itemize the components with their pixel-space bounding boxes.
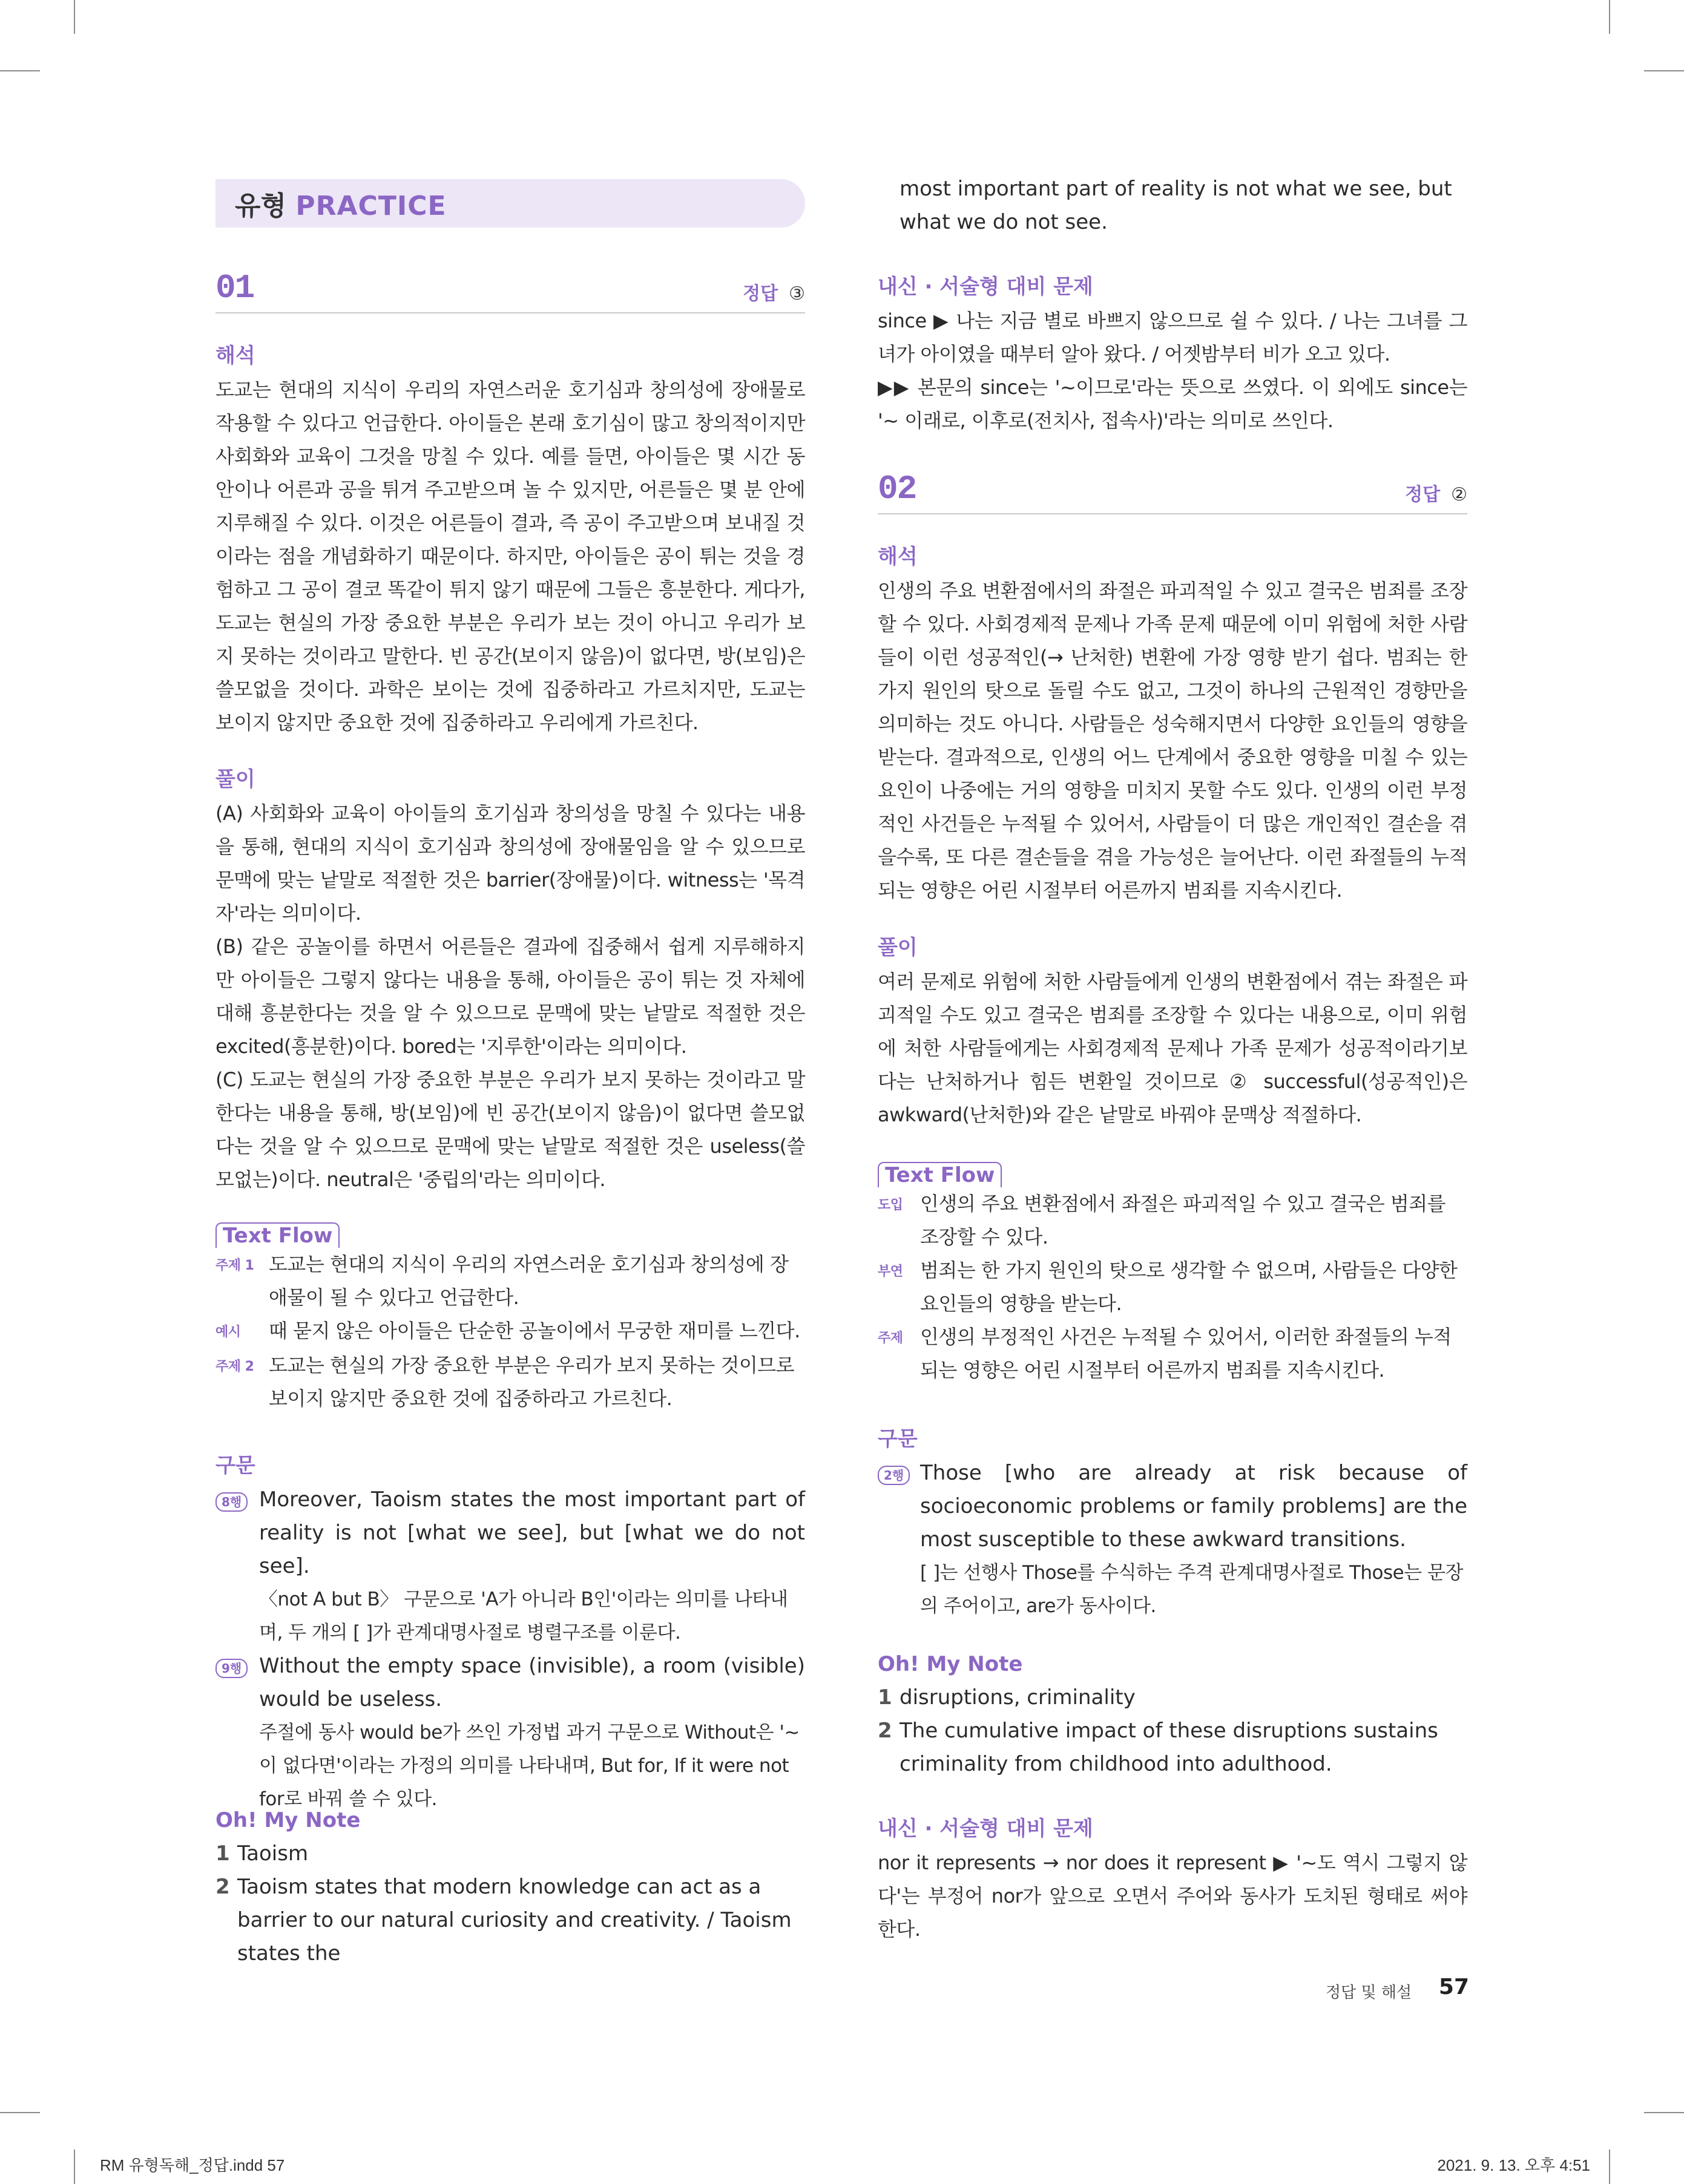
q1-exam-section [878,270,1467,438]
q1-textflow-row: 주제 2 도교는 현실의 가장 중요한 부분은 우리가 보지 못하는 것이므로 보이지 않지만 중요한 것에 집중하라고 가르친다. [215,1354,795,1410]
q1-textflow-title: Text Flow [215,1222,340,1248]
q1-note-label: Oh! My Note [215,1808,361,1832]
q2-exam-section [878,1812,1467,1946]
slug-date: 2021. 9. 13. 오후 4:51 [1437,2156,1590,2174]
q2-solution-section [878,931,1467,1132]
crop-mark [1609,2150,1610,2184]
q2-textflow-row: 주제 인생의 부정적인 사건은 누적될 수 있어서, 이러한 좌절들의 누적되는 영향은 어린 시절부터 어른까지 범죄를 지속시킨다. [878,1325,1452,1382]
crop-mark [74,0,75,34]
q2-translation: 인생의 주요 변환점에서의 좌절은 파괴적일 수 있고 결국은 범죄를 조장할 수 있다. 사회경제적 문제나 가족 문제 때문에 이미 위험에 처한 사람들이 이런 성공적인(→ 난처한) 변환에 가장 영향 받기 쉽다. 범죄는 한 가지 원인의 탓으로 돌릴 수도 없고, 그것이 하나의 근원적인 경향만을 의미하는 것도 아니다. 사람들은 성숙해지면서 다양한 요인들의 영향을 받는다. 결과적으로, 인생의 어느 단계에서 중요한 영향을 미칠 수 있는 요인이 나중에는 거의 영향을 미치지 못할 수도 있다. 인생의 이런 부정적인 사건들은 누적될 수 있어서, 사람들이 더 많은 개인적인 결손을 겪을수록, 또 다른 결손들을 겪을 가능성은 늘어난다. 이런 좌절들의 누적되는 영향은 어린 시절부터 어른까지 범죄를 지속시킨다. [878,579,1467,902]
crop-mark [74,2150,75,2184]
q1-solution-b: (B) 같은 공놀이를 하면서 어른들은 결과에 집중해서 쉽게 지루해하지만 아이들은 그렇지 않다는 내용을 통해, 아이들은 공이 튀는 것 자체에 대해 흥분한다는 것을 알 수 있으므로 문맥에 맞는 낱말로 적절한 것은 excited(흥분한)이다. bored는 '지루한'이라는 의미이다. [215,935,805,1058]
note-item: 1 Taoism [215,1841,309,1866]
q1-translation-section [215,339,805,739]
q1-textflow-row: 예시 때 묻지 않은 아이들은 단순한 공놀이에서 무궁한 재미를 느낀다. [215,1319,800,1342]
q2-exam-p1: nor it represents → nor does it represent ▶ '~도 역시 그렇지 않다'는 부정어 nor가 앞으로 오면서 주어와 동사가 도치된 형태로 써야 한다. [878,1851,1467,1941]
q2-translation-label: 해석 [878,545,918,569]
practice-header [215,179,805,228]
q2-grammar-section [878,1422,1467,1623]
q2-solution-label: 풀이 [878,936,918,960]
q1-header [215,271,805,313]
q1-exam-label: 내신 · 서술형 대비 문제 [878,275,1093,299]
q1-solution-c: (C) 도교는 현실의 가장 중요한 부분은 우리가 보지 못하는 것이라고 말한다는 내용을 통해, 방(보임)에 빈 공간(보이지 않음)이 없다면 쓸모없다는 것을 알 수 있으므로 문맥에 맞는 낱말로 적절한 것은 useless(쓸모없는)이다. neutral은 '중립의'라는 의미이다. [215,1068,805,1191]
q2-exam-label: 내신 · 서술형 대비 문제 [878,1817,1093,1841]
note-item: 2 The cumulative impact of these disruptions sustains criminality from childhood into adulthood. [878,1719,1438,1776]
q1-solution-a: (A) 사회화와 교육이 아이들의 호기심과 창의성을 망칠 수 있다는 내용을 통해, 현대의 지식이 호기심과 창의성에 장애물임을 알 수 있으므로 문맥에 맞는 낱말로 적절한 것은 barrier(장애물)이다. witness는 '목격자'라는 의미이다. [215,802,805,925]
q1-exam-p1: since ▶ 나는 지금 별로 바쁘지 않으므로 쉴 수 있다. / 나는 그녀를 그녀가 아이였을 때부터 알아 왔다. / 어젯밤부터 비가 오고 있다. [878,309,1467,366]
q1-answer: 정답 ③ [743,283,805,304]
q2-solution: 여러 문제로 위험에 처한 사람들에게 인생의 변환점에서 겪는 좌절은 파괴적일 수도 있고 결국은 범죄를 조장할 수 있다는 내용으로, 이미 위험에 처한 사람들에게는 사회경제적 문제나 가족 문제가 성공적이라기보다는 난처하거나 힘든 변환일 것이므로 ② successful(성공적인)은 awkward(난처한)와 같은 낱말로 바꿔야 문맥상 적절하다. [878,970,1467,1126]
crop-mark [0,2112,40,2113]
crop-mark [1644,70,1684,71]
q1-textflow-row: 주제 1 도교는 현대의 지식이 우리의 자연스러운 호기심과 창의성에 장애물이 될 수 있다고 언급한다. [215,1253,789,1309]
q2-textflow-row: 부연 범죄는 한 가지 원인의 탓으로 생각할 수 없으며, 사람들은 다양한 요인들의 영향을 받는다. [878,1259,1458,1315]
q1-number: 01 [215,269,254,307]
slug-file: RM 유형독해_정답.indd 57 [100,2156,285,2174]
q1-grammar-section [215,1449,805,1816]
q1-note-continued: most important part of reality is not what we see, but what we do not see. [900,177,1452,234]
q1-textflow [215,1222,805,1415]
practice-header-english: PRACTICE [295,191,447,221]
practice-header-korean: 유형 [235,191,287,221]
q2-answer: 정답 ② [1405,484,1467,505]
q2-translation-section [878,540,1467,907]
page-number: 57 [1438,1975,1469,1999]
q2-textflow-title: Text Flow [878,1162,1002,1187]
q1-solution-section [215,762,805,1196]
q2-note-label: Oh! My Note [878,1652,1023,1676]
q2-grammar-label: 구문 [878,1427,918,1451]
note-item: 2 Taoism states that modern knowledge can act as a barrier to our natural curiosity and creativity. / Taoism states the [215,1875,792,1966]
q1-translation-label: 해석 [215,344,255,368]
q1-grammar-item: 9행 Without the empty space (invisible), a room (visible) would be useless. 주절에 동사 would be가 쓰인 가정법 과거 구문으로 Without은 '~이 없다면'이라는 가정의 의미를 나타내며, But for, If it were not for로 바꿔 쓸 수 있다. [215,1650,805,1816]
q2-header [878,472,1467,514]
q2-textflow [878,1162,1467,1387]
q1-grammar-label: 구문 [215,1454,255,1478]
crop-mark [1609,0,1610,34]
q2-note-section [878,1652,1467,1781]
footer-label: 정답 및 해설 [1326,1984,1412,2002]
crop-mark [0,70,40,71]
crop-mark [1644,2112,1684,2113]
q2-answer-value: ② [1451,484,1467,505]
note-item: 1 disruptions, criminality [878,1685,1136,1710]
q1-translation: 도교는 현대의 지식이 우리의 자연스러운 호기심과 창의성에 장애물로 작용할 수 있다고 언급한다. 아이들은 본래 호기심이 많고 창의적이지만 사회화와 교육이 그것을 망칠 수 있다. 예를 들면, 아이들은 몇 시간 동안이나 어른과 공을 튀겨 주고받으며 놀 수 있지만, 어른들은 몇 분 안에 지루해질 수 있다. 이것은 어른들이 결과, 즉 공이 주고받으며 보내질 것이라는 점을 개념화하기 때문이다. 하지만, 아이들은 공이 튀는 것을 경험하고 그 공이 결코 똑같이 튀지 않기 때문에 그들은 흥분한다. 게다가, 도교는 현실의 가장 중요한 부분은 우리가 보는 것이 아니고 우리가 보지 못하는 것이라고 말한다. 빈 공간(보이지 않음)이 없다면, 방(보임)은 쓸모없을 것이다. 과학은 보이는 것에 집중하라고 가르치지만, 도교는 보이지 않지만 중요한 것에 집중하라고 우리에게 가르친다. [215,378,805,734]
q2-textflow-row: 도입 인생의 주요 변환점에서 좌절은 파괴적일 수 있고 결국은 범죄를 조장할 수 있다. [878,1192,1446,1248]
q1-answer-value: ③ [789,283,805,304]
q1-grammar-item: 8행 Moreover, Taoism states the most important part of reality is not [what we see], but [what we do not see]. 〈not A but B〉 구문으로 'A가 아니라 B인'이라는 의미를 나타내며, 두 개의 [ ]가 관계대명사절로 병렬구조를 이룬다. [215,1483,805,1650]
q2-grammar-item: 2행 Those [who are already at risk because of socioeconomic problems or family problems] are the most susceptible to these awkward transitions. [ ]는 선행사 Those를 수식하는 주격 관계대명사절로 Those는 문장의 주어이고, are가 동사이다. [878,1457,1467,1623]
q1-note-section [215,1808,805,1970]
q2-number: 02 [878,470,916,508]
q1-solution-label: 풀이 [215,767,255,792]
q1-exam-p2: ▶▶ 본문의 since는 '~이므로'라는 뜻으로 쓰였다. 이 외에도 since는 '~ 이래로, 이후로(전치사, 접속사)'라는 의미로 쓰인다. [878,376,1467,432]
